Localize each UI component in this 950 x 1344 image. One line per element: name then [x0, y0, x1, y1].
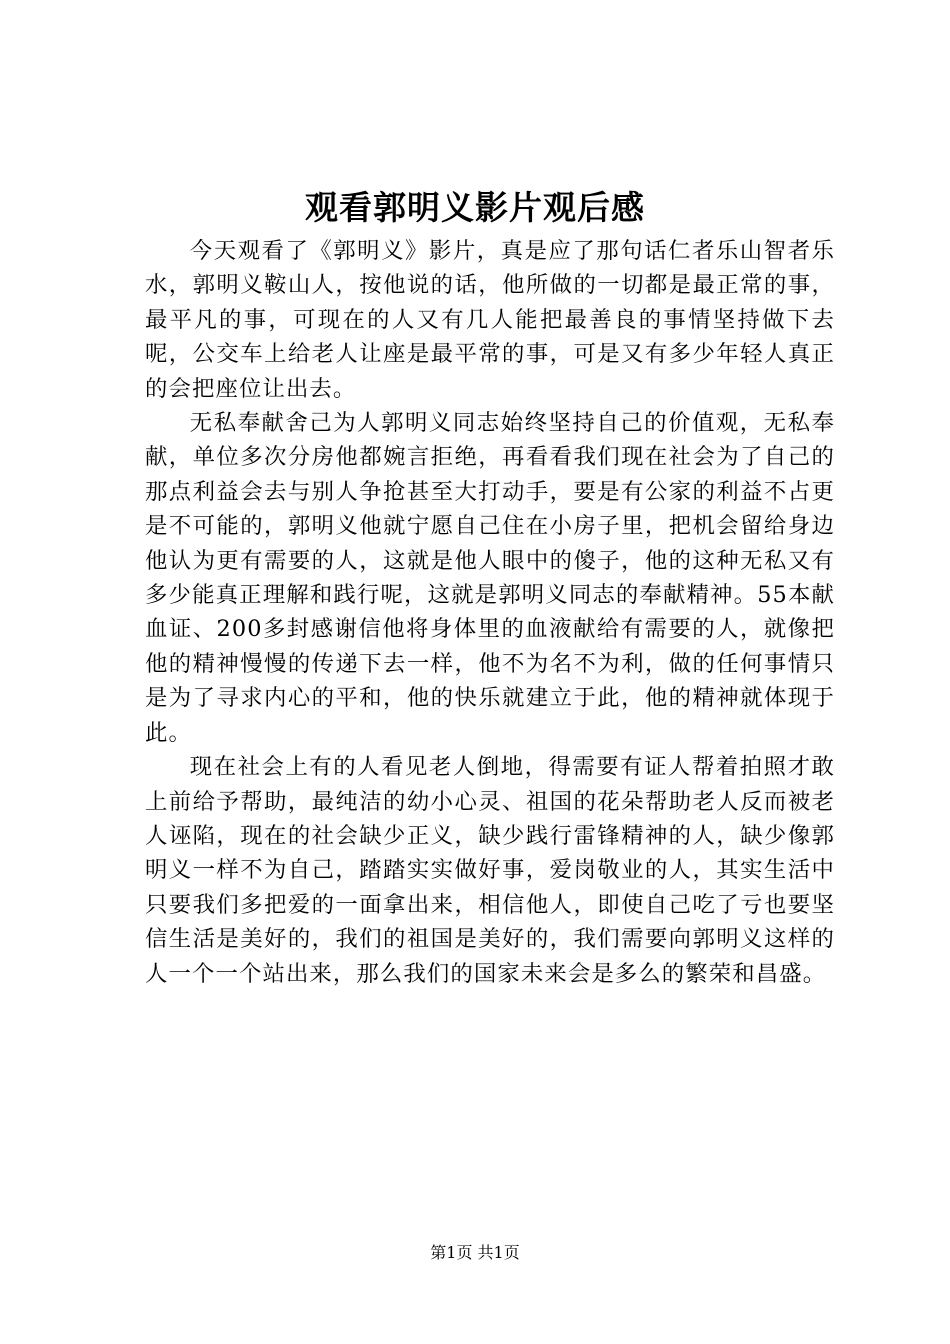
page-number-footer: 第1页 共1页 [430, 1243, 520, 1262]
document-body [145, 234, 835, 991]
paragraph: 无私奉献舍己为人郭明义同志始终坚持自己的价值观，无私奉献，单位多次分房他都婉言拒绝，再看看我们现在社会为了自己的那点利益会去与别人争抢甚至大打动手，要是有公家的利益不占更是不可能的，郭明义他就宁愿自己住在小房子里，把机会留给身边他认为更有需要的人，这就是他人眼中的傻子，他的这种无私又有多少能真正理解和践行呢，这就是郭明义同志的奉献精神。55本献血证、200多封感谢信他将身体里的血液献给有需要的人，就像把他的精神慢慢的传递下去一样，他不为名不为利，做的任何事情只是为了寻求内心的平和，他的快乐就建立于此，他的精神就体现于此。 [145, 410, 835, 746]
document-title: 观看郭明义影片观后感 [305, 188, 645, 227]
paragraph: 今天观看了《郭明义》影片，真是应了那句话仁者乐山智者乐水，郭明义鞍山人，按他说的话，他所做的一切都是最正常的事，最平凡的事，可现在的人又有几人能把最善良的事情坚持做下去呢，公交车上给老人让座是最平常的事，可是又有多少年轻人真正的会把座位让出去。 [145, 238, 835, 402]
paragraph: 现在社会上有的人看见老人倒地，得需要有证人帮着拍照才敢上前给予帮助，最纯洁的幼小心灵、祖国的花朵帮助老人反而被老人诬陷，现在的社会缺少正义，缺少践行雷锋精神的人，缺少像郭明义一样不为自己，踏踏实实做好事，爱岗敬业的人，其实生活中只要我们多把爱的一面拿出来，相信他人，即使自己吃了亏也要坚信生活是美好的，我们的祖国是美好的，我们需要向郭明义这样的人一个一个站出来，那么我们的国家未来会是多么的繁荣和昌盛。 [145, 754, 835, 987]
